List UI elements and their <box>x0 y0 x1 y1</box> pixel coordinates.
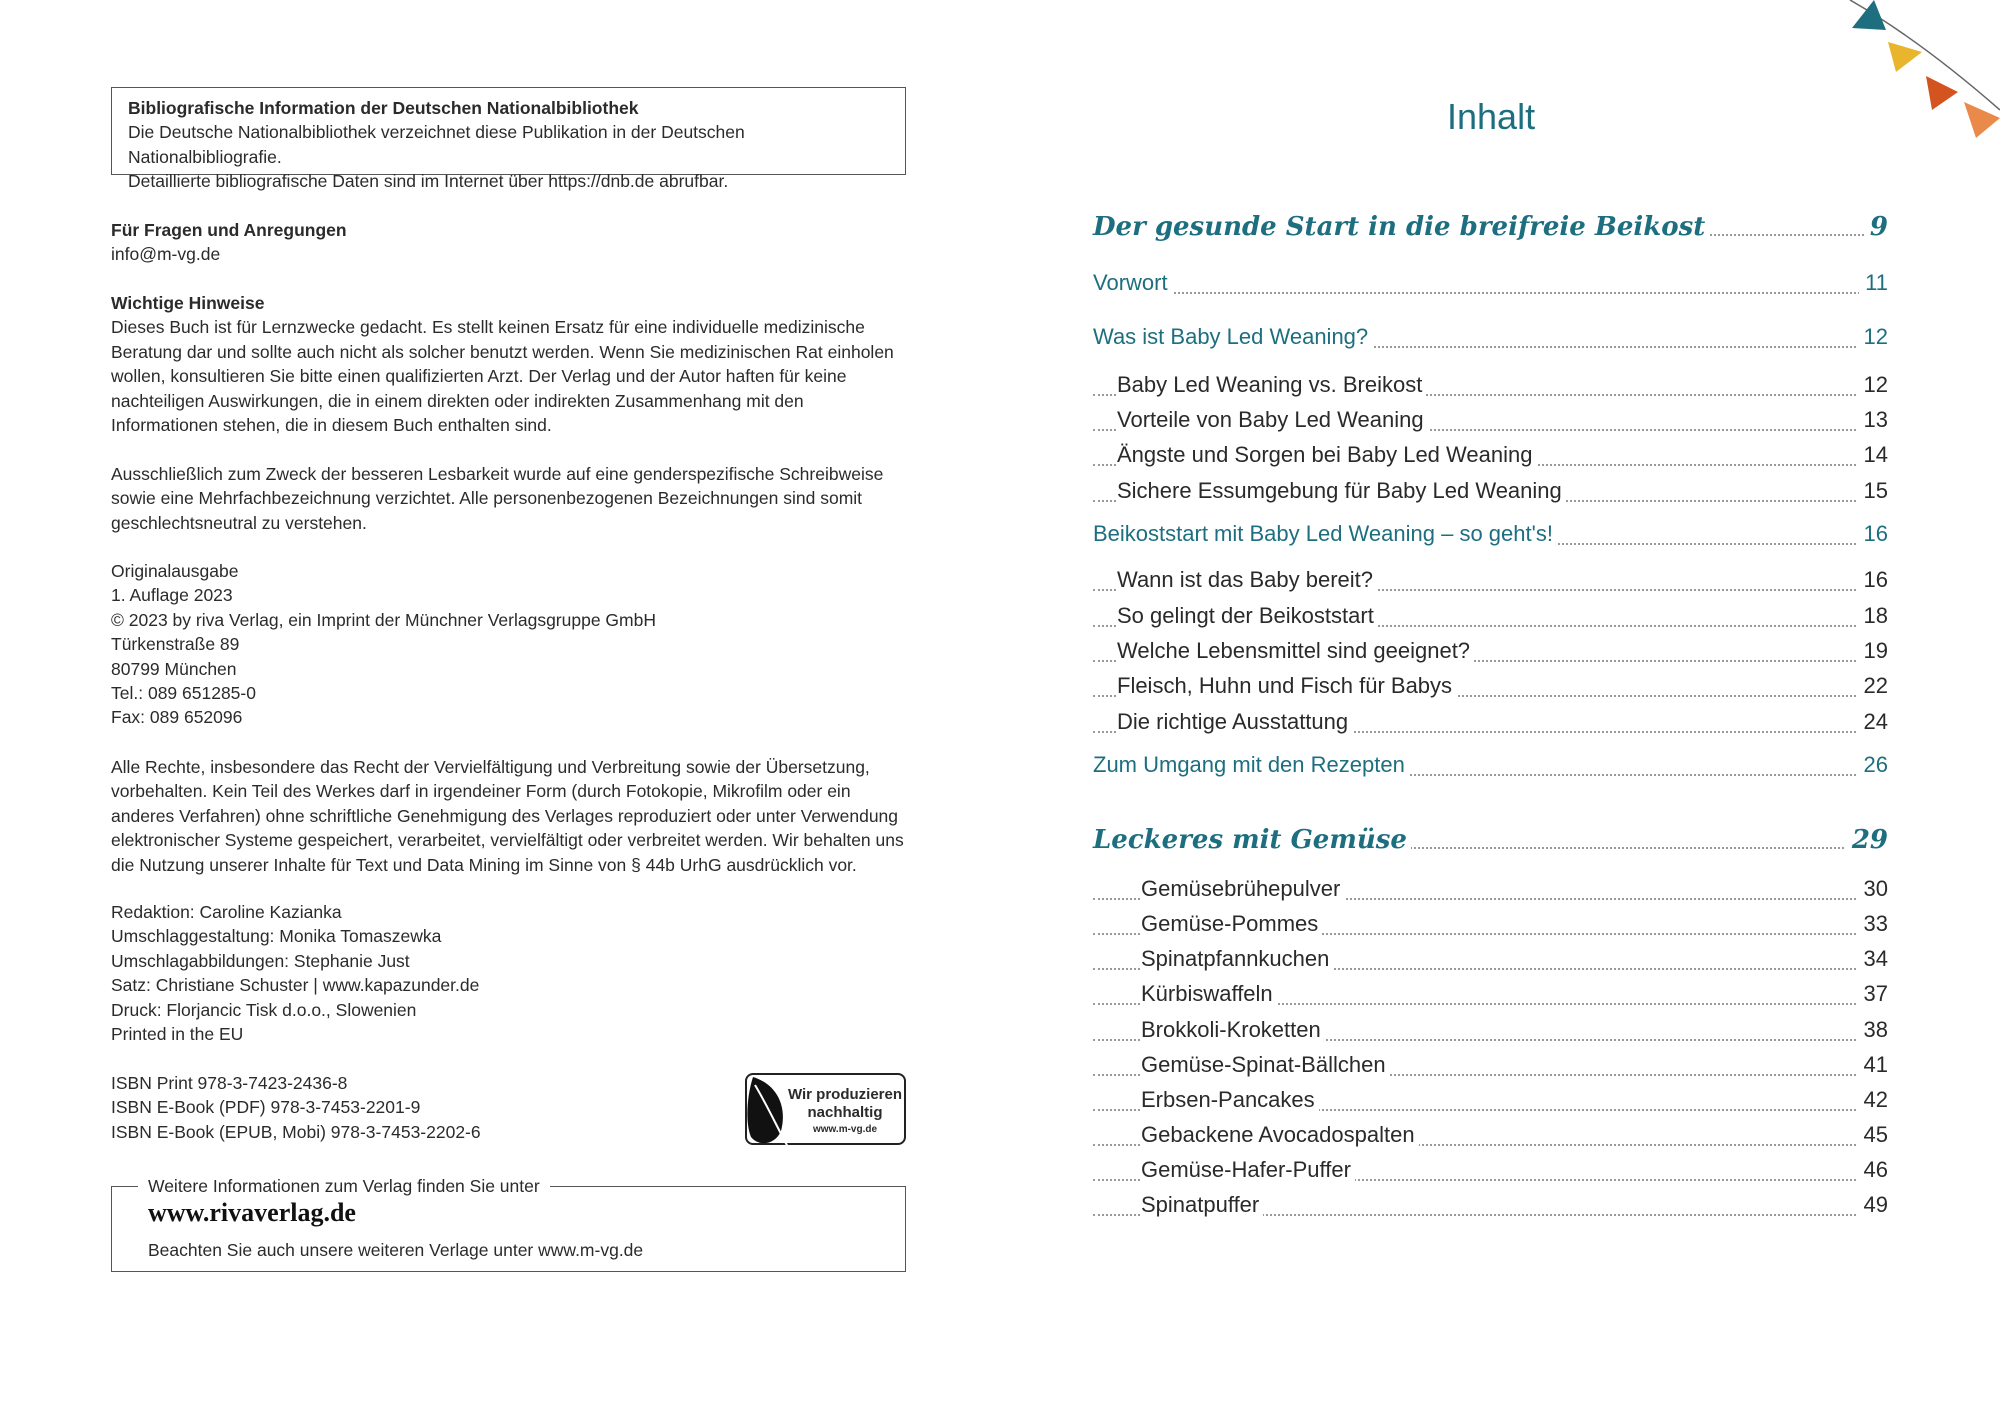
toc-entry-label: Sichere Essumgebung für Baby Led Weaning <box>1117 478 1566 504</box>
toc-entry[interactable] <box>1093 324 1888 356</box>
toc-entry-page: 33 <box>1858 911 1888 937</box>
toc-entry[interactable] <box>1093 567 1888 599</box>
toc-entry[interactable] <box>1093 478 1888 510</box>
toc-entry-label: Spinatpuffer <box>1141 1192 1263 1218</box>
credit-line: Printed in the EU <box>111 1024 244 1045</box>
isbn-line: ISBN E-Book (PDF) 978-3-7453-2201-9 <box>111 1097 421 1118</box>
toc-entry-page: 49 <box>1858 1192 1888 1218</box>
bib-line: Die Deutsche Nationalbibliothek verzeichnet diese Publikation in der Deutschen Nationalbibliografie. <box>128 122 745 167</box>
rights-text: Alle Rechte, insbesondere das Recht der Vervielfältigung und Verbreitung sowie der Übersetzung, vorbehalten. Kein Teil des Werkes darf in irgendeiner Form (durch Fotokopie, Mikrofilm oder ein anderes Verfahren) ohne schriftliche Genehmigung des Verlages reproduziert oder unter Verwendung elektronischer Systeme gespeichert, verarbeitet, vervielfältigt oder verbreitet werden. Wir behalten uns die Nutzung unserer Inhalte für Text und Data Mining im Sinne von § 44b UrhG ausdrücklich vor. <box>111 757 904 875</box>
toc-entry[interactable] <box>1093 1017 1888 1049</box>
credit-line: Redaktion: Caroline Kazianka <box>111 902 342 922</box>
publisher-line: © 2023 by riva Verlag, ein Imprint der Münchner Verlagsgruppe GmbH <box>111 609 656 630</box>
bunting-icon <box>1840 0 2000 140</box>
toc-entry-label: Vorwort <box>1093 270 1172 296</box>
toc-entry[interactable] <box>1093 638 1888 670</box>
toc-entry-label: Was ist Baby Led Weaning? <box>1093 324 1372 350</box>
toc-entry[interactable] <box>1093 1052 1888 1084</box>
toc-entry[interactable] <box>1093 673 1888 705</box>
toc-entry[interactable] <box>1093 876 1888 908</box>
credit-line: Druck: Florjancic Tisk d.o.o., Slowenien <box>111 999 417 1020</box>
toc-entry-page: 46 <box>1858 1157 1888 1183</box>
toc-entry[interactable] <box>1093 709 1888 741</box>
more-publishers-text: Beachten Sie auch unsere weiteren Verlage unter www.m-vg.de <box>148 1240 644 1260</box>
toc-entry-page: 12 <box>1858 372 1888 398</box>
toc-entry[interactable] <box>1093 442 1888 474</box>
toc-entry-label: Brokkoli-Kroketten <box>1141 1017 1325 1043</box>
toc-entry-label: So gelingt der Beikoststart <box>1117 603 1378 629</box>
questions-title: Für Fragen und Anregungen <box>111 220 347 240</box>
isbn-line: ISBN Print 978-3-7423-2436-8 <box>111 1073 348 1093</box>
toc-entry-label: Welche Lebensmittel sind geeignet? <box>1117 638 1474 664</box>
toc-entry-label: Spinatpfannkuchen <box>1141 946 1333 972</box>
toc-title: Inhalt <box>1447 96 1536 137</box>
toc-entry[interactable] <box>1093 521 1888 553</box>
toc-entry-label: Gemüsebrühepulver <box>1141 876 1344 902</box>
toc-entry-page: 11 <box>1859 270 1888 296</box>
toc-entry-label: Erbsen-Pancakes <box>1141 1087 1319 1113</box>
toc-entry-page: 29 <box>1846 825 1888 855</box>
publisher-url[interactable]: www.rivaverlag.de <box>148 1198 356 1227</box>
toc-entry[interactable] <box>1093 1122 1888 1154</box>
toc-entry-page: 30 <box>1858 876 1888 902</box>
publisher-line: Fax: 089 652096 <box>111 707 243 728</box>
bib-title: Bibliografische Information der Deutschen Nationalbibliothek <box>128 98 639 118</box>
publisher-line: Originalausgabe <box>111 561 239 581</box>
gender-text: Ausschließlich zum Zweck der besseren Lesbarkeit wurde auf eine genderspezifische Schreibweise sowie eine Mehrfachbezeichnung verzichtet. Alle personenbezogenen Bezeichnungen sind somit geschlechtsneutral zu verstehen. <box>111 464 884 533</box>
leader-dots <box>1093 292 1888 294</box>
toc-entry-label: Der gesunde Start in die breifreie Beikost <box>1093 212 1709 242</box>
toc-entry-page: 13 <box>1858 407 1888 433</box>
toc-entry[interactable] <box>1093 270 1888 302</box>
questions-email: info@m-vg.de <box>111 244 221 265</box>
publisher-line: 1. Auflage 2023 <box>111 585 233 606</box>
toc-entry-label: Zum Umgang mit den Rezepten <box>1093 752 1409 778</box>
toc-entry-page: 41 <box>1858 1052 1888 1078</box>
toc-entry-page: 16 <box>1858 521 1888 547</box>
toc-entry-page: 18 <box>1858 603 1888 629</box>
toc-entry-page: 12 <box>1858 324 1888 350</box>
credit-line: Satz: Christiane Schuster | www.kapazunder.de <box>111 975 480 996</box>
toc-entry[interactable] <box>1093 752 1888 784</box>
toc-entry-page: 37 <box>1858 981 1888 1007</box>
toc-entry-page: 9 <box>1864 212 1888 242</box>
toc-entry[interactable] <box>1093 372 1888 404</box>
notes-title: Wichtige Hinweise <box>111 293 265 313</box>
toc-entry[interactable] <box>1093 407 1888 439</box>
toc-entry-label: Beikoststart mit Baby Led Weaning – so geht's! <box>1093 521 1557 547</box>
toc-entry[interactable] <box>1093 981 1888 1013</box>
toc-entry[interactable] <box>1093 825 1888 857</box>
toc-entry-page: 45 <box>1858 1122 1888 1148</box>
toc-entry[interactable] <box>1093 1157 1888 1189</box>
toc-entry-page: 22 <box>1858 673 1888 699</box>
bib-line: Detaillierte bibliografische Daten sind im Internet über https://dnb.de abrufbar. <box>128 171 729 192</box>
credit-line: Umschlagabbildungen: Stephanie Just <box>111 950 410 971</box>
toc-entry-label: Gebackene Avocadospalten <box>1141 1122 1419 1148</box>
toc-entry-label: Ängste und Sorgen bei Baby Led Weaning <box>1117 442 1536 468</box>
toc-entry-label: Wann ist das Baby bereit? <box>1117 567 1377 593</box>
publisher-line: 80799 München <box>111 658 237 679</box>
credit-line: Umschlaggestaltung: Monika Tomaszewka <box>111 926 442 947</box>
badge-text: Wir produzieren nachhaltig <box>787 1086 903 1121</box>
toc-entry-page: 16 <box>1858 567 1888 593</box>
badge-url: www.m-vg.de <box>812 1124 878 1135</box>
toc-entry[interactable] <box>1093 1192 1888 1224</box>
notes-text: Dieses Buch ist für Lernzwecke gedacht. Es stellt keinen Ersatz für eine individuelle medizinische Beratung dar und sollte auch nicht als solcher benutzt werden. Wenn Sie medizinischen Rat einholen wollen, konsultieren Sie bitte einen qualifizierten Arzt. Der Verlag und der Autor haften für keine nachteiligen Auswirkungen, die in einem direkten oder indirekten Zusammenhang mit den Informationen stehen, die in diesem Buch enthalten sind. <box>111 317 894 436</box>
isbn-line: ISBN E-Book (EPUB, Mobi) 978-3-7453-2202-6 <box>111 1121 481 1142</box>
toc-entry-label: Vorteile von Baby Led Weaning <box>1117 407 1428 433</box>
toc-entry[interactable] <box>1093 911 1888 943</box>
toc-entry-page: 42 <box>1858 1087 1888 1113</box>
toc-entry-label: Fleisch, Huhn und Fisch für Babys <box>1117 673 1456 699</box>
toc-entry-page: 19 <box>1858 638 1888 664</box>
toc-entry-label: Die richtige Ausstattung <box>1117 709 1352 735</box>
toc-entry-page: 14 <box>1858 442 1888 468</box>
toc-entry[interactable] <box>1093 1087 1888 1119</box>
toc-entry-page: 38 <box>1858 1017 1888 1043</box>
publisher-line: Türkenstraße 89 <box>111 634 240 655</box>
toc-entry-label: Leckeres mit Gemüse <box>1093 825 1411 855</box>
toc-entry-label: Baby Led Weaning vs. Breikost <box>1117 372 1426 398</box>
toc-entry[interactable] <box>1093 946 1888 978</box>
toc-entry[interactable] <box>1093 212 1888 244</box>
toc-entry-page: 15 <box>1858 478 1888 504</box>
toc-entry[interactable] <box>1093 603 1888 635</box>
toc-entry-page: 26 <box>1858 752 1888 778</box>
toc-entry-label: Gemüse-Spinat-Bällchen <box>1141 1052 1390 1078</box>
toc-entry-page: 34 <box>1858 946 1888 972</box>
toc-entry-label: Kürbiswaffeln <box>1141 981 1277 1007</box>
toc-entry-page: 24 <box>1858 709 1888 735</box>
toc-entry-label: Gemüse-Hafer-Puffer <box>1141 1157 1355 1183</box>
publisher-line: Tel.: 089 651285-0 <box>111 683 256 704</box>
toc-entry-label: Gemüse-Pommes <box>1141 911 1322 937</box>
publisher-info-legend: Weitere Informationen zum Verlag finden Sie unter <box>138 1174 550 1198</box>
